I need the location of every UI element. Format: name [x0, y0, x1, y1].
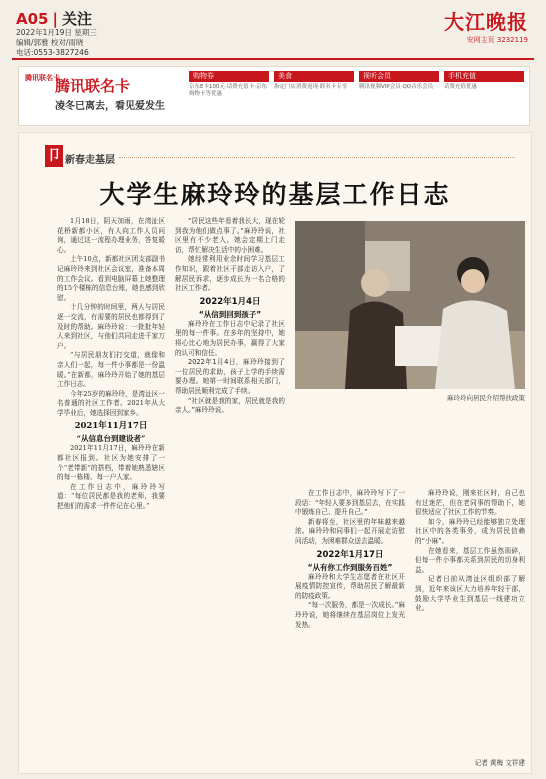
masthead-website: 安网主页 3232119: [466, 36, 528, 44]
paragraph: 上午10点，新都社区团支部副书记麻玲玲来到社区会议室，准备本周的工作会议。看到电脑屏幕上她整理的15个楼栋的信息台账，她也感到欣慰。: [57, 255, 165, 302]
paragraph: 麻玲玲和大学生志愿者在社区开展疫情防控宣传，帮助居民了解最新的防疫政策。: [295, 572, 405, 600]
ad-tab-video[interactable]: 视听会员: [359, 71, 439, 82]
ad-tab-shopping[interactable]: 购物券: [189, 71, 269, 82]
paragraph: 新春将至，社区里的年味越来越浓。麻玲玲和同事们一起开展走访慰问活动，为困难群众送去温暖。: [295, 517, 405, 545]
ad-tabs: [189, 71, 525, 121]
byline: 记者 黄梅 文祥建: [474, 759, 525, 767]
section-heading: 2022年1月4日: [199, 296, 261, 307]
section-subheading: “从信息台到建设者”: [76, 434, 146, 444]
paragraph: “每一次服务，都是一次成长。”麻玲玲说，她将继续在基层岗位上发光发热。: [295, 601, 405, 629]
photo-caption: 麻玲玲向居民介绍帮扶政策: [447, 394, 525, 402]
page-header: [0, 0, 546, 60]
paragraph: “社区就是我的家，居民就是我的亲人。”麻玲玲说。: [175, 396, 285, 415]
section-subheading: “从有你工作到服务百姓”: [307, 562, 393, 572]
ad-tab-food-text: 指定门店消费返现·联名卡专享: [274, 84, 348, 90]
paragraph: 在工作日志中，麻玲玲写下了一段话：“年轻人要多到基层去，在实践中锻炼自己、提升自己。”: [295, 489, 405, 517]
article-photo: [295, 221, 525, 389]
paragraph: “与居民朋友们打交道，就像和亲人们一起，每一件小事都是一份温暖。”在新都，麻玲玲开始了她的基层工作日志。: [57, 351, 165, 389]
date-line: 2022年1月19日 星期三: [16, 28, 97, 37]
column-mark: 卩: [45, 145, 63, 167]
ad-slogan: 腾讯联名卡: [55, 77, 131, 95]
page-number-block: A05 | 关注: [16, 10, 92, 28]
paragraph: 2022年1月4日，麻玲玲接到了一位居民的求助，孩子上学的手续需要办理。她第一时间联系相关部门，帮助居民顺利完成了手续。: [175, 358, 285, 395]
text-column-2: [175, 217, 285, 416]
section-name: 关注: [61, 10, 92, 28]
ad-tab-shopping-text: 京东E卡100元·话费充值卡·京东购物卡等优惠: [189, 84, 267, 97]
paragraph: 麻玲玲说，刚来社区时，自己也有过迷茫，但在老同事的帮助下，她很快适应了社区工作的节奏。: [415, 489, 525, 517]
editors-line: 编辑/郭雅 校对/雨晓: [16, 38, 84, 47]
text-column-3: [295, 489, 405, 630]
ad-brand: 腾讯联名卡: [25, 74, 60, 82]
masthead: [444, 6, 528, 45]
section-subheading: “从信到回到孩子”: [198, 309, 262, 319]
paragraph: 今年25岁的麻玲玲，是湾沚区一名普通的社区工作者。2021年从大学毕业后，她选择回到家乡。: [57, 389, 165, 417]
text-column-1: [57, 217, 165, 512]
ad-tab-food[interactable]: 美食: [274, 71, 354, 82]
section-heading: 2021年11月17日: [74, 421, 148, 432]
paragraph: 她经常利用业余时间学习基层工作知识，跟着社区干部走访入户，了解居民诉求，逐步成长为一名合格的社区工作者。: [175, 255, 285, 293]
ad-subslogan: 凌冬已离去，看见爱发生: [55, 101, 165, 112]
paragraph: 在她看来，基层工作虽然琐碎，但每一件小事都关系到居民的切身利益。: [415, 546, 525, 574]
phone-line: 电话:0553-3827246: [16, 48, 89, 57]
paragraph: “居民这些年看着我长大，现在轮到我为他们做点事了。”麻玲玲说，社区里有不少老人，她会定期上门走访，帮忙解决生活中的小困难。: [175, 217, 285, 254]
paragraph: 在工作日志中，麻玲玲写道：“每位居民都是我的老师，我要把他们的需求一件件记在心里。”: [57, 482, 165, 511]
article: [18, 132, 532, 774]
paragraph: 记者日前从湾沚区组织部了解到，近年来该区大力培养年轻干部，鼓励大学毕业生到基层一线建功立业。: [415, 575, 525, 613]
paragraph: 麻玲玲在工作日志中记录了社区里的每一件事。在多年的坚持中，她将心比心地为居民办事，赢得了大家的认可和信任。: [175, 319, 285, 357]
paragraph: 1月18日，阴天加雨，在湾沚区花桥新都小区，有人向工作人员问询，通过这一流程办理业务，答复暖心。: [57, 217, 165, 254]
paragraph: 2021年11月17日，麻玲玲在新都社区报到。社区为她安排了一个“老带新”的搭档，带着她熟悉辖区的每一栋楼、每一户人家。: [57, 444, 165, 482]
article-title: 大学生麻玲玲的基层工作日志: [99, 180, 451, 209]
ad-tab-phone[interactable]: 手机充值: [444, 71, 524, 82]
header-rule: [12, 58, 534, 60]
text-column-4: [415, 489, 525, 614]
section-heading: 2022年1月17日: [316, 549, 384, 560]
header-info: [16, 28, 97, 58]
advertisement-banner[interactable]: [18, 66, 530, 126]
column-divider: [119, 157, 515, 158]
page-number: A05: [16, 10, 49, 28]
paragraph: 如今，麻玲玲已经能够独立处理社区中的各类事务，成为居民信赖的“小麻”。: [415, 517, 525, 545]
ad-tab-video-text: 腾讯视频VIP会员·QQ音乐会员: [359, 84, 434, 90]
column-heading: 新春走基层: [65, 155, 115, 166]
masthead-logo: 大江晚报: [444, 10, 528, 34]
ad-tab-phone-text: 话费充值优惠: [444, 84, 478, 90]
paragraph: 十几分钟的时间里，两人与居民逐一交流，有需要的居民也都得到了及时的帮助。麻玲玲说：一批批年轻人来到社区，与他们共同走进千家万户。: [57, 303, 165, 350]
